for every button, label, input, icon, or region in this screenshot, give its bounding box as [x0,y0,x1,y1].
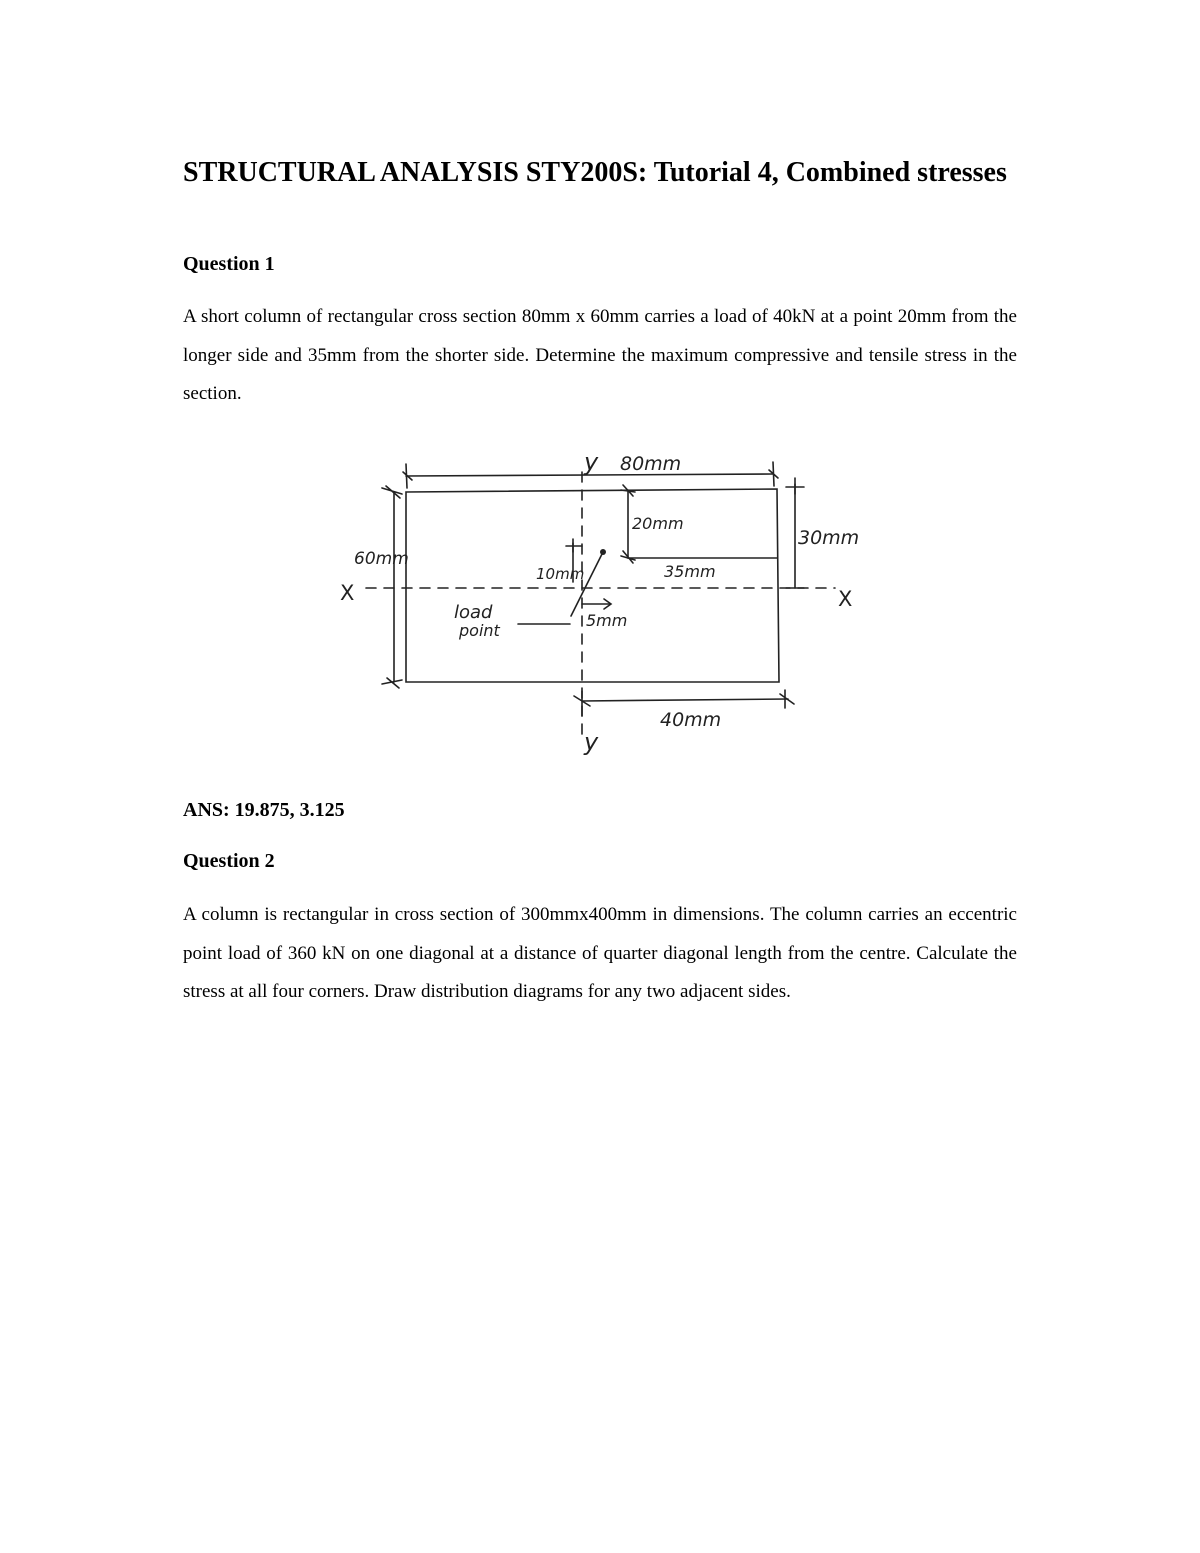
load-point-label-line1: load [454,602,493,623]
dim-35mm-label: 35mm [664,562,716,581]
section-outline [406,489,779,682]
width-dimension-label: 80mm [620,453,682,475]
height-dimension-label: 60mm [354,549,409,569]
document-title: STRUCTURAL ANALYSIS STY200S: Tutorial 4, Combined stresses [183,157,1007,188]
load-point-marker [600,549,606,555]
y-axis-top-label: y [584,448,599,476]
dim-5mm-label: 5mm [586,611,628,630]
question-2-text: A column is rectangular in cross section of 300mmx400mm in dimensions. The column carries an eccentric point load of 360 kN on one diagonal at a distance of quarter diagonal length from the centre. Calculate the stress at all four corners. Draw distribution diagrams for any two adjacent sides. [183,904,1017,1002]
dim-20mm-label: 20mm [632,514,684,533]
y-axis-bottom-label: y [584,728,599,756]
question-1-heading: Question 1 [183,253,275,275]
column-cross-section-diagram [330,436,890,766]
question-2-heading: Question 2 [183,850,275,872]
dim-30mm-label: 30mm [798,527,860,549]
dim-40mm-label: 40mm [660,709,722,731]
load-point-label-line2: point [459,621,500,640]
x-axis-left-label: X [340,581,355,605]
dim-10mm-label: 10mm [536,565,585,583]
question-1-answer: ANS: 19.875, 3.125 [183,799,345,821]
question-1-text: A short column of rectangular cross section 80mm x 60mm carries a load of 40kN at a point 20mm from the longer side and 35mm from the shorter side. Determine the maximum compressive and tensile stress in the section. [183,306,1017,404]
x-axis-right-label: X [838,587,853,611]
